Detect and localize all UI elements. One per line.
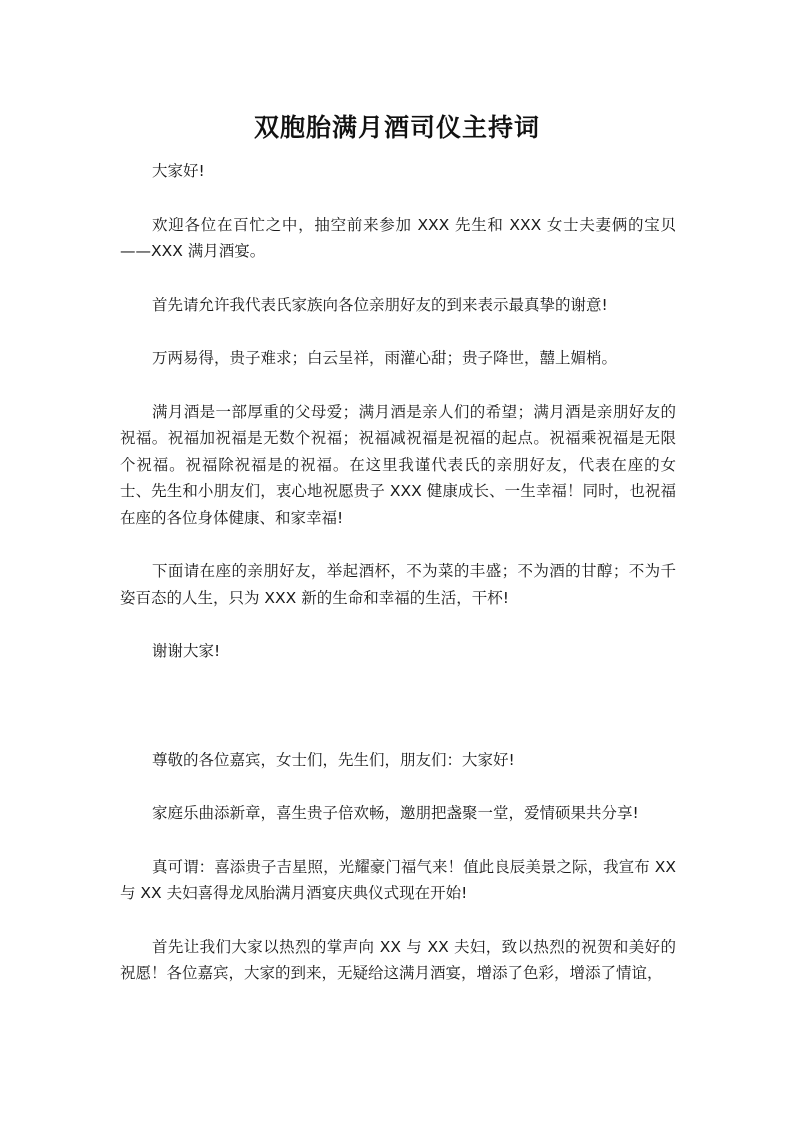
paragraph-welcome: 欢迎各位在百忙之中，抽空前来参加 XXX 先生和 XXX 女士夫妻俩的宝贝——XXX 满月酒宴。: [120, 215, 676, 260]
paragraph-blessing-couplet: 万两易得，贵子难求；白云呈祥，雨灌心甜；贵子降世，囍上媚梢。: [152, 349, 618, 367]
paragraph-ceremony-start: 真可谓：喜添贵子吉星照，光耀豪门福气来！值此良辰美景之际，我宣布 XX 与 XX 夫妇喜得龙凤胎满月酒宴庆典仪式现在开始!: [120, 857, 676, 902]
paragraph-toast: 下面请在座的亲朋好友，举起酒杯，不为菜的丰盛；不为酒的甘醇；不为千姿百态的人生，只为 XXX 新的生命和幸福的生活，干杯!: [120, 562, 676, 607]
paragraph-thanks: 首先请允许我代表氏家族向各位亲朋好友的到来表示最真挚的谢意!: [152, 295, 608, 314]
paragraph-greeting: 大家好!: [152, 162, 205, 180]
section-gap: [120, 692, 676, 747]
document-body: [120, 158, 676, 1014]
paragraph-thank-you: 谢谢大家!: [152, 642, 221, 660]
paragraph-applause: 首先让我们大家以热烈的掌声向 XX 与 XX 夫妇，致以热烈的祝贺和美好的祝愿！各位嘉宾，大家的到来，无疑给这满月酒宴，增添了色彩，增添了情谊，: [120, 937, 676, 982]
paragraph-full-moon-wine: 满月酒是一部厚重的父母爱；满月酒是亲人们的希望；满月酒是亲朋好友的祝福。祝福加祝福是无数个祝福；祝福减祝福是祝福的起点。祝福乘祝福是无限个祝福。祝福除祝福是的祝福。在这里我谨代表氏的亲朋好友，代表在座的女士、先生和小朋友们，衷心地祝愿贵子 XXX 健康成长、一生幸福！同时，也祝福在座的各位身体健康、和家幸福!: [120, 402, 676, 527]
paragraph-respected-guests: 尊敬的各位嘉宾，女士们，先生们，朋友们：大家好!: [152, 750, 515, 769]
document-title: 双胞胎满月酒司仪主持词: [253, 113, 540, 142]
paragraph-family-joy: 家庭乐曲添新章，喜生贵子倍欢畅，邀朋把盏聚一堂，爱情硕果共分享!: [152, 804, 639, 822]
